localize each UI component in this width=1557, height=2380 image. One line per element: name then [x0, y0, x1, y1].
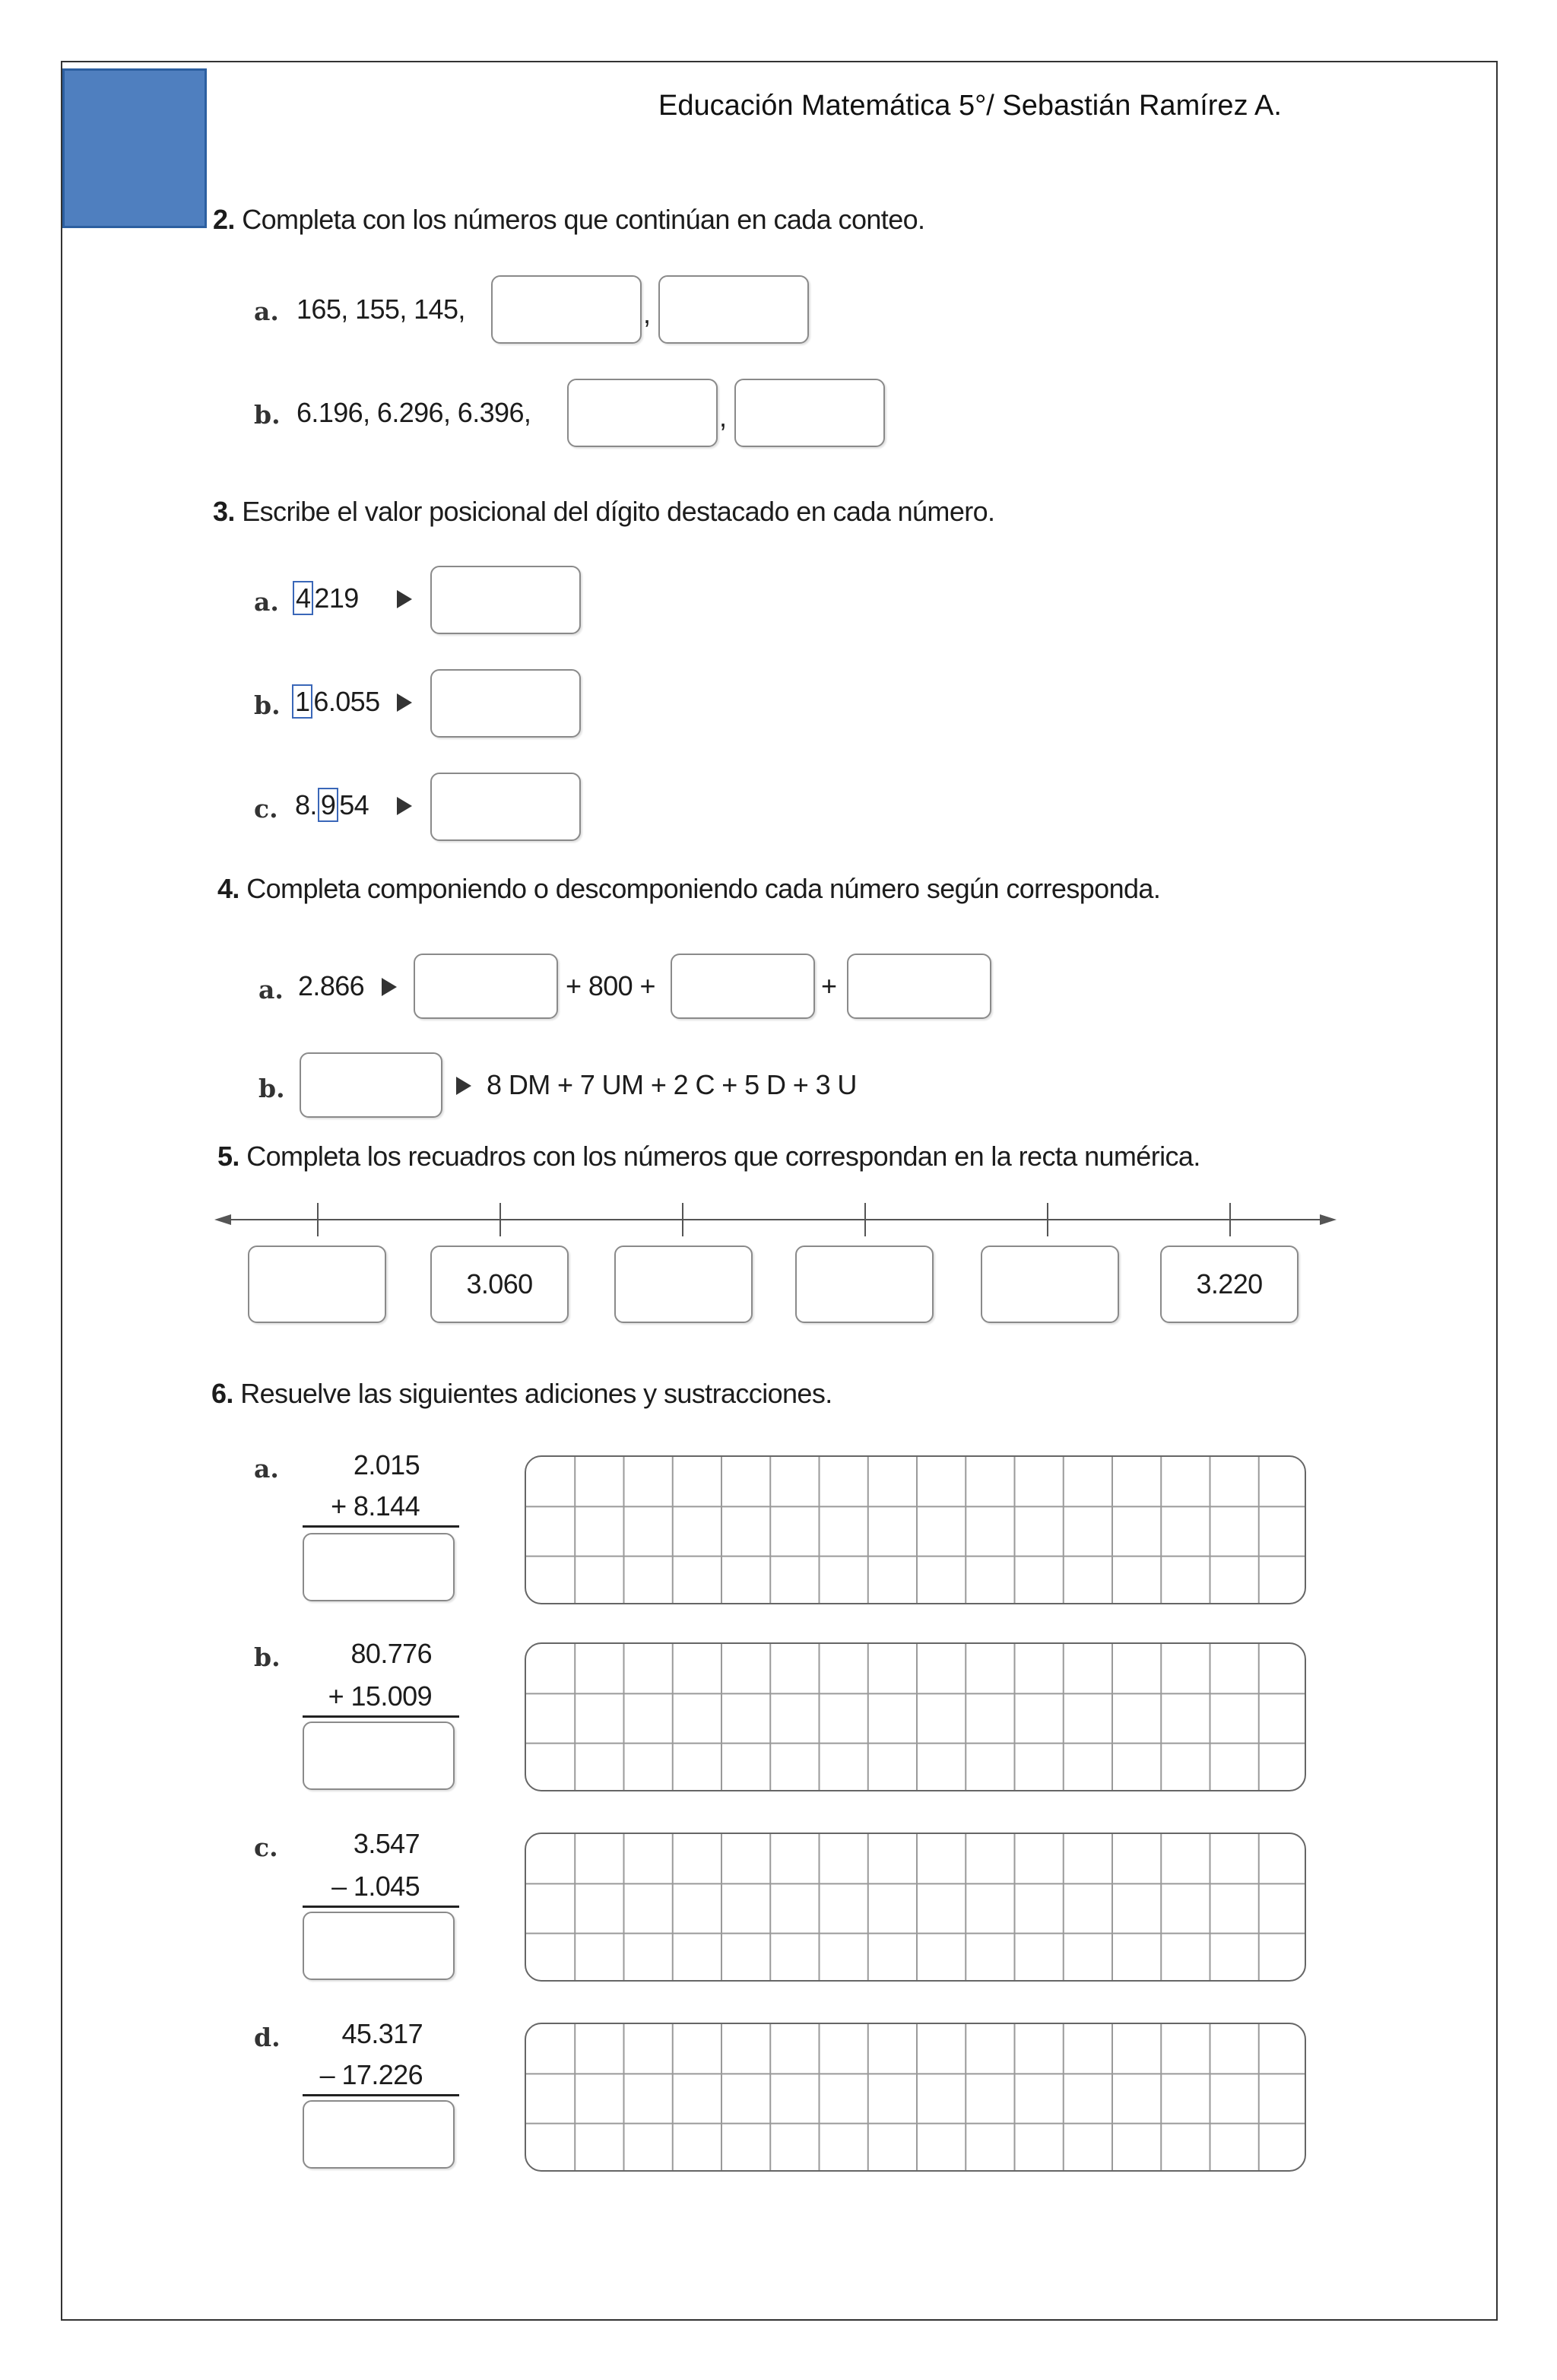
section-5-number: 5.: [217, 1141, 239, 1172]
s2-b-comma: ,: [719, 401, 727, 433]
s3-a-answer[interactable]: [430, 566, 581, 634]
arrow-left-icon: [214, 1214, 231, 1225]
number-line: [205, 1194, 1346, 1239]
s3-c-number: [295, 789, 369, 821]
s6-b-result-box[interactable]: [303, 1722, 455, 1790]
s6-c-operation-line: [303, 1906, 459, 1908]
s6-b-grid[interactable]: [525, 1642, 1306, 1791]
s6-a-operation-line: [303, 1525, 459, 1528]
line-box-3[interactable]: [614, 1246, 753, 1323]
section-6-number: 6.: [211, 1378, 233, 1409]
s6-b-operation-line: [303, 1715, 459, 1718]
s6-d-grid-lines: [526, 2024, 1306, 2172]
s3-c-label: c.: [254, 794, 278, 823]
s6-a-top: 2.015: [353, 1449, 420, 1480]
s6-c-result-box[interactable]: [303, 1912, 455, 1980]
s3-a-after: 219: [314, 582, 359, 614]
s4-a-plus: +: [821, 970, 837, 1001]
s3-c-after: 54: [339, 789, 369, 820]
s6-b-top: 80.776: [350, 1638, 432, 1669]
s3-b-label: b.: [254, 690, 281, 720]
s6-d-grid[interactable]: [525, 2023, 1306, 2172]
s4-b-answer[interactable]: [300, 1052, 442, 1118]
s6-b-bottom: + 15.009: [328, 1680, 432, 1712]
s4-b-expression: 8 DM + 7 UM + 2 C + 5 D + 3 U: [487, 1069, 857, 1100]
s6-c-bottom: – 1.045: [331, 1871, 420, 1902]
s6-d-label: d.: [254, 2023, 281, 2052]
s3-c-highlight-digit: 9: [318, 788, 338, 822]
s6-c-grid-lines: [526, 1834, 1306, 1982]
s6-b-label: b.: [254, 1642, 281, 1672]
section-6-text: Resuelve las siguientes adiciones y sustracciones.: [240, 1378, 832, 1409]
arrow-right-icon: [397, 693, 412, 712]
s2-b-answer-1[interactable]: [567, 379, 718, 447]
s6-a-bottom: + 8.144: [331, 1490, 420, 1522]
s3-b-answer[interactable]: [430, 669, 581, 738]
s2-a-label: a.: [254, 297, 279, 326]
section-5-title: [217, 1141, 1200, 1173]
section-5-text: Completa los recuadros con los números que correspondan en la recta numérica.: [246, 1141, 1200, 1172]
section-3-number: 3.: [213, 496, 235, 527]
s4-a-answer-1[interactable]: [414, 954, 558, 1019]
section-6-title: [211, 1378, 832, 1410]
s6-d-result-box[interactable]: [303, 2100, 455, 2169]
s6-b-grid-lines: [526, 1644, 1306, 1791]
s6-d-bottom: – 17.226: [319, 2059, 423, 2090]
s6-d-top: 45.317: [341, 2018, 423, 2049]
line-box-4[interactable]: [795, 1246, 934, 1323]
s4-b-label: b.: [258, 1074, 285, 1103]
s2-b-text: 6.196, 6.296, 6.396,: [296, 397, 531, 428]
s4-a-plus-800: + 800 +: [566, 970, 655, 1001]
arrow-right-icon: [456, 1077, 471, 1095]
s6-c-grid[interactable]: [525, 1833, 1306, 1982]
arrow-right-icon: [382, 978, 397, 996]
s6-a-label: a.: [254, 1454, 279, 1484]
s3-c-before: 8.: [295, 789, 317, 820]
section-4-text: Completa componiendo o descomponiendo cada número según corresponda.: [246, 873, 1161, 904]
s6-c-label: c.: [254, 1833, 278, 1862]
arrow-right-icon: [397, 590, 412, 608]
s3-c-answer[interactable]: [430, 773, 581, 841]
s2-b-answer-2[interactable]: [734, 379, 885, 447]
arrow-right-icon: [397, 797, 412, 815]
s6-a-result-box[interactable]: [303, 1533, 455, 1601]
s2-a-comma: ,: [643, 298, 651, 329]
section-3-text: Escribe el valor posicional del dígito destacado en cada número.: [242, 496, 995, 527]
s3-a-highlight-digit: 4: [293, 581, 313, 615]
s4-a-answer-2[interactable]: [671, 954, 815, 1019]
section-2-title: [213, 204, 924, 236]
s6-d-operation-line: [303, 2094, 459, 2096]
section-2-number: 2.: [213, 204, 235, 235]
section-4-number: 4.: [217, 873, 239, 904]
s4-a-label: a.: [258, 975, 284, 1004]
line-box-1[interactable]: [248, 1246, 386, 1323]
line-box-5[interactable]: [981, 1246, 1119, 1323]
s2-a-text: 165, 155, 145,: [296, 294, 465, 325]
s3-b-highlight-digit: [292, 684, 312, 719]
arrow-right-icon: [1320, 1214, 1337, 1225]
s3-b-after: .055: [328, 686, 380, 717]
s6-c-top: 3.547: [353, 1828, 420, 1859]
s3-b-before: 1: [295, 686, 310, 717]
s6-a-grid-lines: [526, 1457, 1306, 1604]
page-header: Educación Matemática 5°/ Sebastián Ramírez A.: [658, 90, 1282, 122]
s4-a-number: 2.866: [298, 970, 365, 1001]
s3-b-number: [292, 686, 380, 718]
s3-a-label: a.: [254, 587, 279, 617]
s4-a-answer-3[interactable]: [847, 954, 991, 1019]
s3-b-digit: 6: [313, 686, 328, 717]
s2-a-answer-1[interactable]: [491, 275, 642, 344]
corner-block: [62, 68, 207, 228]
s6-a-grid[interactable]: [525, 1455, 1306, 1604]
s2-b-label: b.: [254, 400, 281, 430]
line-box-6: 3.220: [1160, 1246, 1299, 1323]
section-4-title: [217, 873, 1160, 905]
line-box-2: 3.060: [430, 1246, 569, 1323]
s2-a-answer-2[interactable]: [658, 275, 809, 344]
section-3-title: [213, 496, 994, 528]
section-2-text: Completa con los números que continúan en cada conteo.: [242, 204, 925, 235]
s3-a-number: [292, 582, 359, 614]
